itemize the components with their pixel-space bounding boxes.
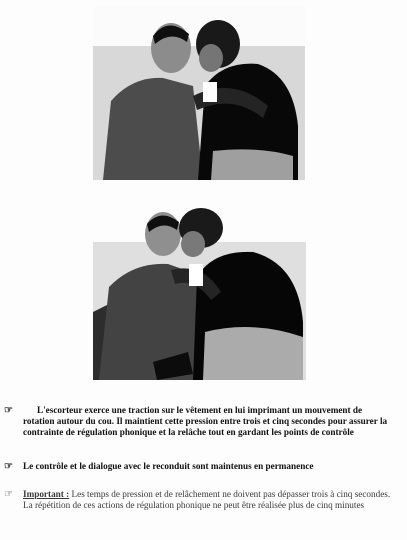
photo-2-illustration xyxy=(93,202,306,380)
photo-1-illustration xyxy=(93,6,305,180)
bullet-text: Les temps de pression et de relâchement ne doivent pas dépasser trois à cinq secondes. La répétition de ces actions de régulation phonique ne peut être réalisée plus de cinq minutes xyxy=(23,489,391,511)
bullet-text: L'escorteur exerce une traction sur le vêtement en lui imprimant un mouvement de rotation autour du cou. Il maintient cette pression entre trois et cinq secondes pour assurer la contrainte de régulation phonique et la relâche tout en gardant les points de contrôle xyxy=(23,405,388,438)
pointing-hand-icon: ☞ xyxy=(4,461,13,472)
bullet-text: Le contrôle et le dialogue avec le reconduit sont maintenus en permanence xyxy=(23,461,314,471)
bullet-important-body xyxy=(23,489,393,511)
photo-escort-2 xyxy=(93,202,306,380)
pointing-hand-icon: ☞ xyxy=(4,489,13,500)
important-label: Important : xyxy=(23,489,70,499)
pointing-hand-icon: ☞ xyxy=(4,405,13,416)
photo-escort-1 xyxy=(93,6,305,180)
